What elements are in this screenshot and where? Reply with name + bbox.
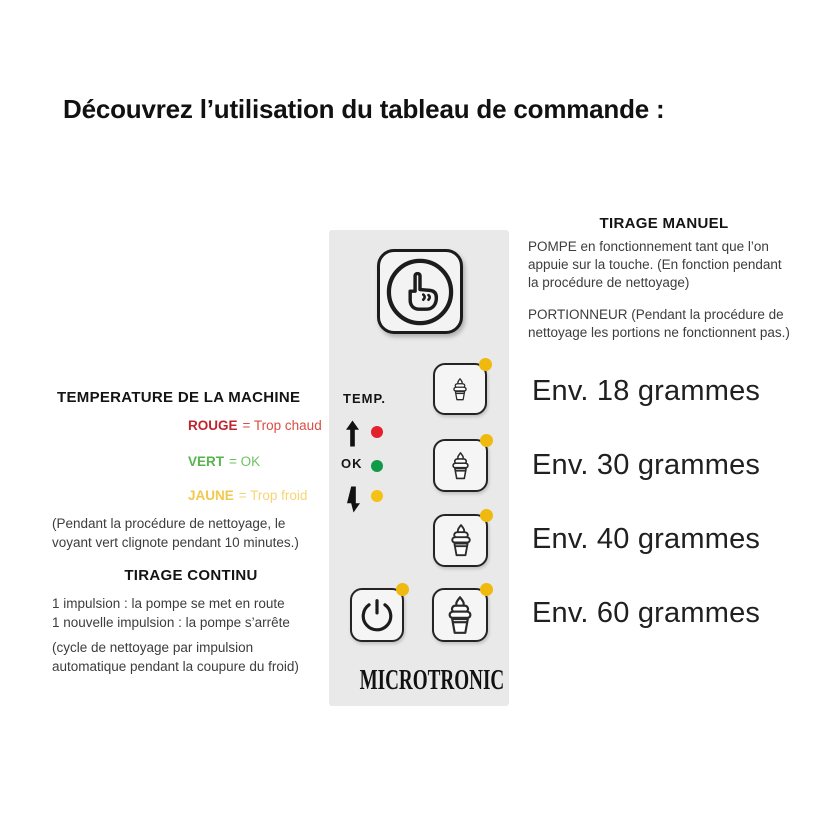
indicator-dot: [480, 509, 493, 522]
legend-vert: [188, 454, 260, 470]
portion-weight-30g: Env. 30 grammes: [532, 449, 761, 481]
page-title: Découvrez l’utilisation du tableau de commande :: [63, 94, 665, 125]
continuous-line: 1 impulsion : la pompe se met en route: [52, 596, 285, 611]
arrow-up-icon: [346, 420, 359, 447]
brand-logo: MICROTRONIC: [359, 664, 505, 696]
portion-weight-18g: Env. 18 grammes: [532, 375, 761, 407]
led-red: [371, 426, 383, 438]
ice-cream-cone-icon: [441, 596, 479, 635]
control-panel: [329, 230, 509, 706]
legend-label: JAUNE: [188, 488, 234, 503]
portion-weight-60g: Env. 60 grammes: [532, 597, 761, 629]
temperature-note: [52, 514, 322, 552]
legend-rouge: [188, 418, 322, 434]
legend-value: = OK: [229, 454, 261, 469]
power-icon: [359, 597, 395, 633]
continuous-line: 1 nouvelle impulsion : la pompe s’arrête: [52, 614, 290, 630]
temperature-note-line: voyant vert clignote pendant 10 minutes.): [52, 535, 299, 550]
pump-description-line: la procédure de nettoyage): [528, 275, 690, 290]
continuous-description: [52, 595, 332, 632]
continuous-note-line: (cycle de nettoyage par impulsion: [52, 640, 254, 655]
led-yellow: [371, 490, 383, 502]
portion-weight-40g: Env. 40 grammes: [532, 523, 761, 555]
power-button: [350, 588, 404, 642]
ice-cream-cone-icon: [447, 452, 474, 480]
continuous-note: [52, 638, 332, 676]
led-green: [371, 460, 383, 472]
pump-description: [528, 238, 828, 292]
ice-cream-cone-icon: [449, 378, 471, 401]
portioner-description-line: nettoyage les portions ne fonctionnent pas.): [528, 325, 790, 340]
portioner-description: [528, 306, 828, 342]
portioner-description-line: PORTIONNEUR (Pendant la procédure de: [528, 307, 784, 322]
legend-label: VERT: [188, 454, 225, 469]
legend-value: = Trop froid: [238, 488, 308, 503]
continuous-note-line: automatique pendant la coupure du froid): [52, 659, 299, 674]
section-title-tirage-continu: TIRAGE CONTINU: [124, 567, 258, 584]
portion-button-60g: [432, 588, 488, 642]
portion-button-18g: [433, 363, 487, 415]
legend-jaune: [188, 488, 307, 504]
temp-label: TEMP.: [343, 391, 387, 406]
temperature-note-line: (Pendant la procédure de nettoyage, le: [52, 516, 286, 531]
portion-button-30g: [433, 439, 488, 492]
hand-touch-icon: [384, 256, 456, 328]
ok-label: OK: [341, 456, 363, 471]
legend-label: ROUGE: [188, 418, 238, 433]
indicator-dot: [479, 358, 492, 371]
manual-draw-button: [377, 249, 463, 334]
indicator-dot: [480, 583, 493, 596]
indicator-dot: [396, 583, 409, 596]
pump-description-line: appuie sur la touche. (En fonction pendant: [528, 257, 782, 272]
portion-button-40g: [433, 514, 488, 567]
ice-cream-cone-icon: [445, 524, 477, 557]
section-title-temperature: TEMPERATURE DE LA MACHINE: [57, 389, 301, 406]
pump-description-line: POMPE en fonctionnement tant que l’on: [528, 239, 769, 254]
legend-value: = Trop chaud: [242, 418, 322, 433]
section-title-tirage-manuel: TIRAGE MANUEL: [599, 215, 729, 232]
indicator-dot: [480, 434, 493, 447]
arrow-down-icon: [347, 486, 360, 513]
